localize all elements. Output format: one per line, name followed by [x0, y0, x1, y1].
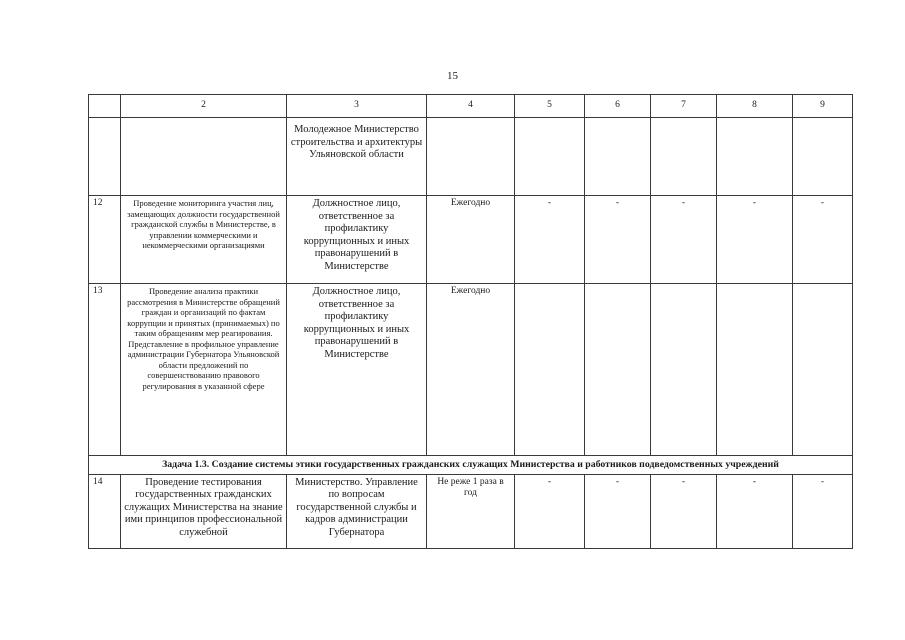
header-row: [89, 95, 853, 118]
header-cell: 9: [793, 95, 853, 118]
task-heading-row: [89, 456, 853, 475]
cell: [717, 118, 793, 196]
cell: [515, 118, 585, 196]
cell: -: [515, 196, 585, 284]
measure-cell: [121, 118, 287, 196]
term-cell: Ежегодно: [427, 284, 515, 456]
term-cell: Ежегодно: [427, 196, 515, 284]
row-number: 14: [89, 474, 121, 548]
header-cell: 5: [515, 95, 585, 118]
measure-cell: Проведение анализа практики рассмотрения в Министерстве обращений граждан и организаций по фактам коррупции и принятых (принимаемых) по таким обращениям мер реагирования. Представление в профильное управление администрации Губернатора Ульяновской области предложений по совершенствованию правового регулирования в указанной сфере: [121, 284, 287, 456]
cell: -: [651, 474, 717, 548]
cell: -: [651, 196, 717, 284]
cell: [717, 284, 793, 456]
responsible-cell: Молодежное Министерство строительства и архитектуры Ульяновской области: [287, 118, 427, 196]
responsible-cell: Должностное лицо, ответственное за профилактику коррупционных и иных правонарушений в Министерстве: [287, 284, 427, 456]
cell: -: [717, 196, 793, 284]
header-cell: 7: [651, 95, 717, 118]
term-cell: Не реже 1 раза в год: [427, 474, 515, 548]
cell: [585, 118, 651, 196]
header-cell: 6: [585, 95, 651, 118]
table-row: [89, 474, 853, 548]
plan-table: [88, 94, 853, 549]
row-number: 13: [89, 284, 121, 456]
cell: -: [585, 196, 651, 284]
cell: -: [515, 474, 585, 548]
cell: [651, 118, 717, 196]
cell: -: [585, 474, 651, 548]
header-cell: [89, 95, 121, 118]
row-number: 12: [89, 196, 121, 284]
responsible-cell: Министерство. Управление по вопросам государственной службы и кадров администрации Губернатора: [287, 474, 427, 548]
page-number: 15: [447, 70, 458, 82]
table-row: [89, 196, 853, 284]
table-row: [89, 284, 853, 456]
cell: [515, 284, 585, 456]
header-cell: 4: [427, 95, 515, 118]
cell: [585, 284, 651, 456]
responsible-cell: Должностное лицо, ответственное за профилактику коррупционных и иных правонарушений в Министерстве: [287, 196, 427, 284]
cell: -: [793, 196, 853, 284]
cell: [793, 118, 853, 196]
row-number: [89, 118, 121, 196]
term-cell: [427, 118, 515, 196]
measure-cell: Проведение тестирования государственных гражданских служащих Министерства на знание ими принципов профессиональной служебной: [121, 474, 287, 548]
header-cell: 3: [287, 95, 427, 118]
cell: -: [717, 474, 793, 548]
cell: [651, 284, 717, 456]
cell: [793, 284, 853, 456]
task-heading: Задача 1.3. Создание системы этики государственных гражданских служащих Министерства и работников подведомственных учреждений: [89, 456, 853, 475]
cell: -: [793, 474, 853, 548]
header-cell: 8: [717, 95, 793, 118]
measure-cell: Проведение мониторинга участия лиц, замещающих должности государственной гражданской службы в Министерстве, в управлении коммерческими и некоммерческими организациями: [121, 196, 287, 284]
header-cell: 2: [121, 95, 287, 118]
table-row: [89, 118, 853, 196]
